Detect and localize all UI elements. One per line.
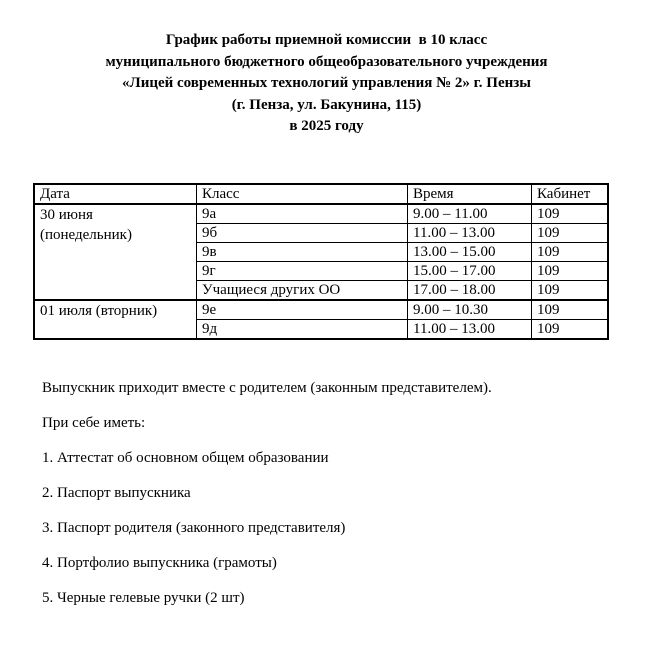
room-cell: 109 (532, 281, 609, 301)
time-cell: 9.00 – 11.00 (408, 204, 532, 224)
room-cell: 109 (532, 300, 609, 320)
column-header-time: Время (408, 184, 532, 204)
schedule-table (33, 183, 609, 340)
date-text: 01 июля (вторник) (40, 303, 158, 319)
column-header-date: Дата (34, 184, 197, 204)
room-cell: 109 (532, 204, 609, 224)
column-header-room: Кабинет (532, 184, 609, 204)
list-item: 5. Черные гелевые ручки (2 шт) (42, 590, 245, 606)
column-header-class: Класс (197, 184, 408, 204)
title-line-2: муниципального бюджетного общеобразовательного учреждения (105, 53, 548, 70)
table-header-row (34, 184, 608, 204)
room-cell: 109 (532, 243, 609, 262)
time-cell: 13.00 – 15.00 (408, 243, 532, 262)
title-line-4: (г. Пенза, ул. Бакунина, 115) (231, 96, 422, 113)
room-cell: 109 (532, 320, 609, 340)
weekday-text: (понедельник) (40, 227, 132, 243)
list-item: 3. Паспорт родителя (законного представителя) (42, 520, 346, 536)
class-cell: 9б (197, 224, 408, 243)
notes-section (42, 378, 492, 623)
class-cell: 9а (197, 204, 408, 224)
time-cell: 11.00 – 13.00 (408, 320, 532, 340)
time-cell: 11.00 – 13.00 (408, 224, 532, 243)
notes-intro: Выпускник приходит вместе с родителем (законным представителем). (42, 380, 492, 396)
room-cell: 109 (532, 262, 609, 281)
list-item: 4. Портфолио выпускника (грамоты) (42, 555, 277, 571)
time-cell: 17.00 – 18.00 (408, 281, 532, 301)
room-cell: 109 (532, 224, 609, 243)
title-line-3: «Лицей современных технологий управления № 2» г. Пензы (122, 75, 531, 91)
bring-heading: При себе иметь: (42, 415, 146, 431)
time-cell: 15.00 – 17.00 (408, 262, 532, 281)
table-row (34, 204, 608, 224)
date-cell-july-01 (34, 300, 197, 339)
date-cell-june-30 (34, 204, 197, 300)
class-cell: 9д (197, 320, 408, 340)
list-item: 2. Паспорт выпускника (42, 485, 191, 501)
class-cell: 9е (197, 300, 408, 320)
table-row (34, 300, 608, 320)
list-item: 1. Аттестат об основном общем образовании (42, 450, 329, 466)
time-cell: 9.00 – 10.30 (408, 300, 532, 320)
document-title (0, 30, 653, 138)
date-text: 30 июня (40, 207, 93, 223)
class-cell: 9в (197, 243, 408, 262)
title-line-1: График работы приемной комиссии в 10 класс (165, 32, 488, 48)
title-line-5: в 2025 году (289, 118, 364, 134)
class-cell: Учащиеся других ОО (197, 281, 408, 301)
class-cell: 9г (197, 262, 408, 281)
